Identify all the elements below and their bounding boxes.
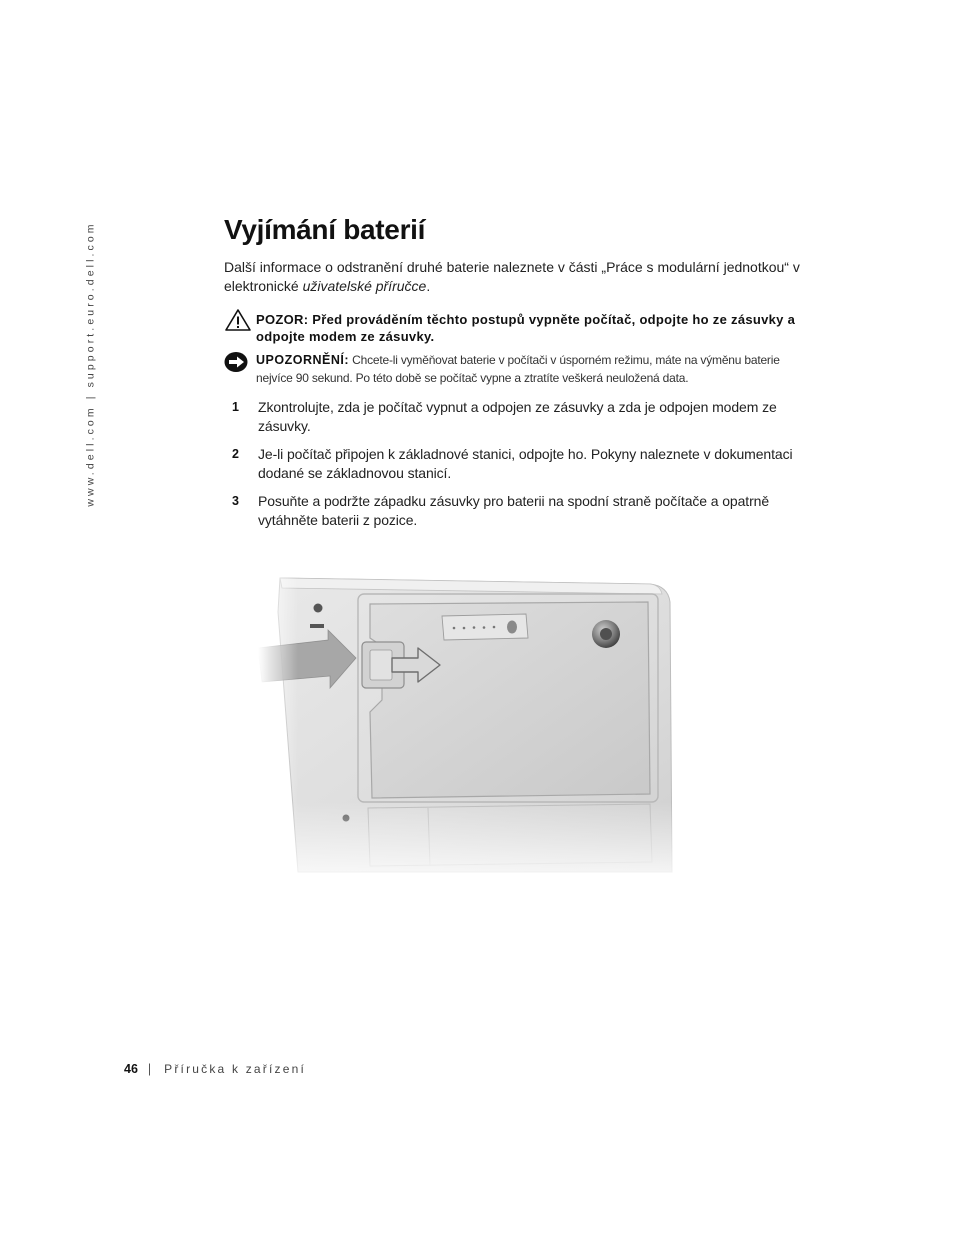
notice-label: UPOZORNĚNÍ: xyxy=(256,353,349,367)
sidebar-url xyxy=(84,222,98,506)
step-number: 1 xyxy=(232,400,239,414)
notice-text: Chcete-li vyměňovat baterie v počítači v úsporném režimu, máte na výměnu baterie nejvíce 90 sekund. Po této době se počítač vypne a ztratíte veškerá neuložená data. xyxy=(256,353,780,385)
footer-separator: | xyxy=(147,1062,152,1076)
list-item xyxy=(232,492,822,530)
notice-text-container xyxy=(256,351,816,387)
step-text: Posuňte a podržte západku zásuvky pro baterii na spodní straně počítače a opatrně vytáhněte baterii z pozice. xyxy=(258,493,770,528)
page-number: 46 xyxy=(124,1062,138,1076)
step-text: Je-li počítač připojen k základnové stanici, odpojte ho. Pokyny naleznete v dokumentaci dodané se základnovou stanicí. xyxy=(258,446,793,481)
page-footer xyxy=(124,1062,306,1076)
intro-text: Další informace o odstranění druhé baterie naleznete v části „Práce s modulární jednotkou“ v elektronické xyxy=(224,259,800,294)
caution-block xyxy=(224,308,816,345)
step-text: Zkontrolujte, zda je počítač vypnut a odpojen ze zásuvky a zda je odpojen modem ze zásuvky. xyxy=(258,399,777,434)
steps-list xyxy=(232,398,822,539)
intro-end: . xyxy=(426,278,431,294)
warning-triangle-icon xyxy=(224,308,256,345)
page-title: Vyjímání baterií xyxy=(224,214,426,245)
intro-paragraph xyxy=(224,258,824,296)
notice-arrow-icon xyxy=(224,351,256,387)
notice-block xyxy=(224,351,816,387)
battery-removal-illustration xyxy=(258,572,678,892)
manual-reference: uživatelské příručce xyxy=(302,278,427,294)
step-number: 2 xyxy=(232,447,239,461)
sidebar-url-text: www.dell.com | support.euro.dell.com xyxy=(85,221,98,507)
list-item xyxy=(232,445,822,483)
caution-text: POZOR: Před prováděním těchto postupů vypněte počítač, odpojte ho ze zásuvky a odpojte modem ze zásuvky. xyxy=(256,312,796,344)
step-number: 3 xyxy=(232,494,239,508)
list-item xyxy=(232,398,822,436)
footer-title: Příručka k zařízení xyxy=(164,1062,306,1076)
